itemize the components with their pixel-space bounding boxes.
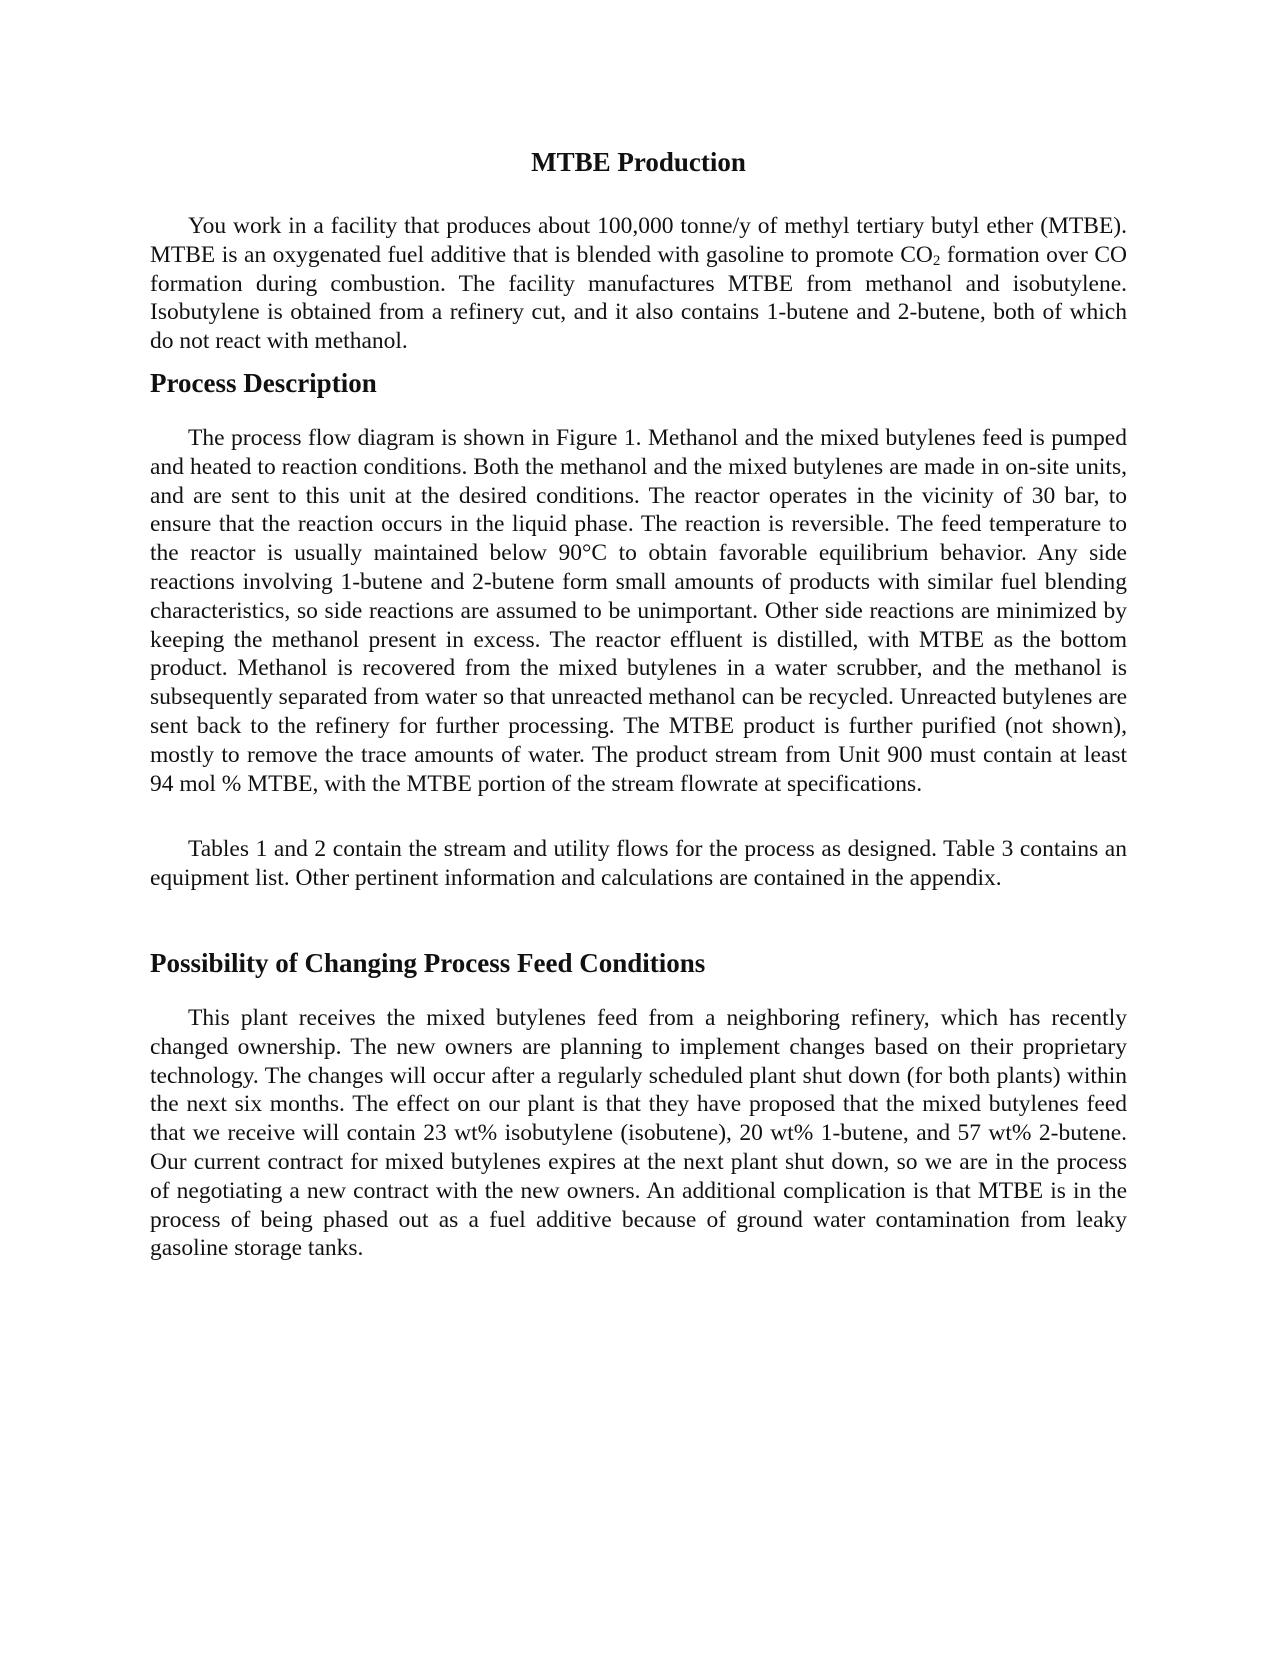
- intro-text-part1: You work in a facility that produces about 100,000 tonne/y of methyl tertiary butyl ether (MTBE). MTBE is an oxygenated fuel additive that is blended with gasoline to promote CO: [150, 213, 1127, 268]
- section-heading-process-description: Process Description: [150, 368, 377, 398]
- process-description-paragraph-2: Tables 1 and 2 contain the stream and utility flows for the process as designed. Table 3 contains an equipment list. Other pertinent information and calculations are contained in the appendix.: [150, 836, 1127, 891]
- process-description-paragraph-1: The process flow diagram is shown in Figure 1. Methanol and the mixed butylenes feed is pumped and heated to reaction conditions. Both the methanol and the mixed butylenes are made in on-site units, and are sent to this unit at the desired conditions. The reactor operates in the vicinity of 30 bar, to ensure that the reaction occurs in the liquid phase. The reaction is reversible. The feed temperature to the reactor is usually maintained below 90°C to obtain favorable equilibrium behavior. Any side reactions involving 1-butene and 2-butene form small amounts of products with similar fuel blending characteristics, so side reactions are assumed to be unimportant. Other side reactions are minimized by keeping the methanol present in excess. The reactor effluent is distilled, with MTBE as the bottom product. Methanol is recovered from the mixed butylenes in a water scrubber, and the methanol is subsequently separated from water so that unreacted methanol can be recycled. Unreacted butylenes are sent back to the refinery for further processing. The MTBE product is further purified (not shown), mostly to remove the trace amounts of water. The product stream from Unit 900 must contain at least 94 mol % MTBE, with the MTBE portion of the stream flowrate at specifications.: [150, 425, 1127, 797]
- intro-text-part2: formation over CO formation during combustion. The facility manufactures MTBE from methanol and isobutylene. Isobutylene is obtained from a refinery cut, and it also contains 1-butene and 2-butene, both of which do not react with methanol.: [150, 241, 1127, 355]
- feed-conditions-paragraph: This plant receives the mixed butylenes feed from a neighboring refinery, which has recently changed ownership. The new owners are planning to implement changes based on their proprietary technology. The changes will occur after a regularly scheduled plant shut down (for both plants) within the next six months. The effect on our plant is that they have proposed that the mixed butylenes feed that we receive will contain 23 wt% isobutylene (isobutene), 20 wt% 1-butene, and 57 wt% 2-butene. Our current contract for mixed butylenes expires at the next plant shut down, so we are in the process of negotiating a new contract with the new owners. An additional complication is that MTBE is in the process of being phased out as a fuel additive because of ground water contamination from leaky gasoline storage tanks.: [150, 1005, 1127, 1262]
- document-title: MTBE Production: [531, 147, 746, 177]
- intro-paragraph: [150, 212, 1127, 356]
- section-heading-feed-conditions: Possibility of Changing Process Feed Conditions: [150, 948, 706, 978]
- co2-subscript: 2: [932, 252, 941, 269]
